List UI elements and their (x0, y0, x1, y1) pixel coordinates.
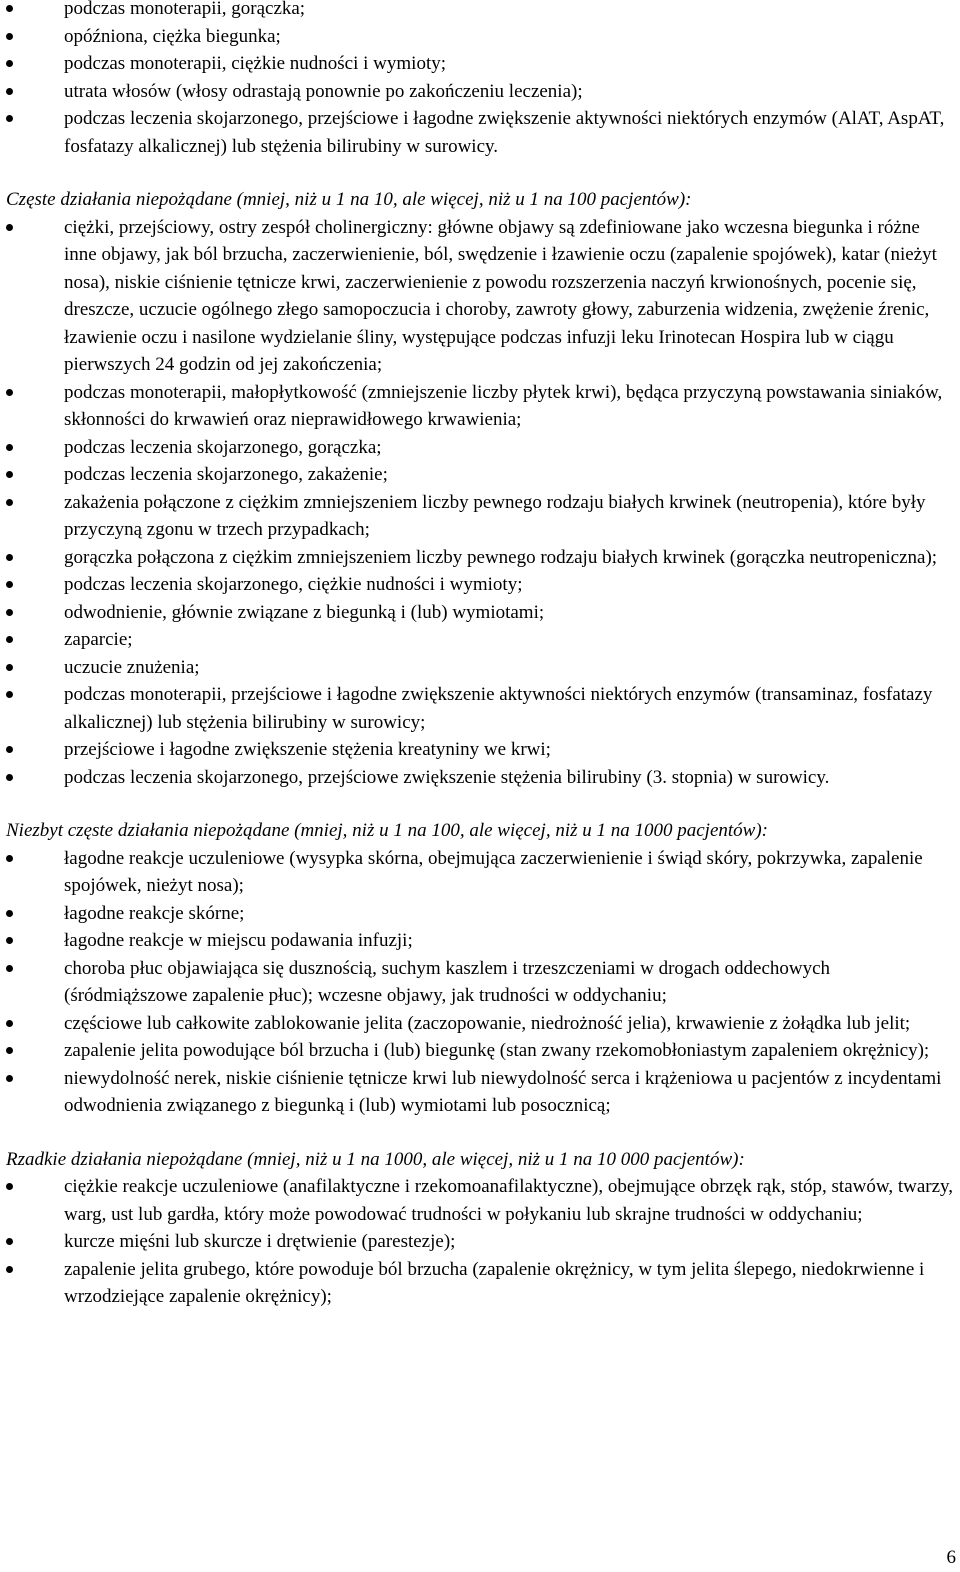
list-item: ciężkie reakcje uczuleniowe (anafilaktyczne i rzekomoanafilaktyczne), obejmujące obrzęk rąk, stóp, stawów, twarzy, warg, ust lub gardła, który może powodować trudności w połykaniu lub skrajne trudności w oddychaniu; (6, 1173, 957, 1228)
bullet-icon (6, 774, 13, 781)
list-item: zapalenie jelita grubego, które powoduje ból brzucha (zapalenie okrężnicy, w tym jelita ślepego, niedokrwienne i wrzodziejące zapalenie okrężnicy); (6, 1256, 957, 1311)
list-item: ciężki, przejściowy, ostry zespół cholinergiczny: główne objawy są zdefiniowane jako wczesna biegunka i różne inne objawy, jak ból brzucha, zaczerwienienie, ból, swędzenie i łzawienie oczu (zapalenie spojówek), katar (nieżyt nosa), niskie ciśnienie tętnicze krwi, zaczerwienienie z powodu rozszerzenia naczyń krwionośnych, pocenie się, dreszcze, uczucie ogólnego złego samopoczucia i choroby, zawroty głowy, zaburzenia widzenia, zwężenie źrenic, łzawienie oczu i nasilone wydzielanie śliny, występujące podczas infuzji leku Irinotecan Hospira lub w ciągu pierwszych 24 godzin od jej zakończenia; (6, 214, 957, 379)
bullet-icon (6, 965, 13, 972)
section-continued-list (6, 0, 957, 160)
list-item: podczas monoterapii, ciężkie nudności i wymioty; (6, 50, 957, 78)
list-item: łagodne reakcje w miejscu podawania infuzji; (6, 927, 957, 955)
list-item: choroba płuc objawiająca się dusznością, suchym kaszlem i trzeszczeniami w drogach oddechowych (śródmiąższowe zapalenie płuc); wczesne objawy, jak trudności w oddychaniu; (6, 955, 957, 1010)
list-item: utrata włosów (włosy odrastają ponownie po zakończeniu leczenia); (6, 78, 957, 106)
bullet-icon (6, 855, 13, 862)
bullet-icon (6, 33, 13, 40)
bullet-icon (6, 389, 13, 396)
section-heading: Niezbyt częste działania niepożądane (mniej, niż u 1 na 100, ale więcej, niż u 1 na 1000 pacjentów): (6, 820, 769, 841)
bullet-icon (6, 664, 13, 671)
bullet-icon (6, 60, 13, 67)
list-item: gorączka połączona z ciężkim zmniejszeniem liczby pewnego rodzaju białych krwinek (gorączka neutropeniczna); (6, 544, 957, 572)
bullet-icon (6, 937, 13, 944)
bullet-icon (6, 1047, 13, 1054)
bullet-list (6, 0, 957, 160)
bullet-icon (6, 499, 13, 506)
bullet-icon (6, 1020, 13, 1027)
section-heading: Rzadkie działania niepożądane (mniej, niż u 1 na 1000, ale więcej, niż u 1 na 10 000 pacjentów): (6, 1148, 745, 1170)
list-item: zaparcie; (6, 626, 957, 654)
bullet-icon (6, 691, 13, 698)
bullet-icon (6, 1238, 13, 1245)
list-item: zapalenie jelita powodujące ból brzucha i (lub) biegunkę (stan zwany rzekomobłoniastym zapaleniem okrężnicy); (6, 1037, 957, 1065)
list-item: częściowe lub całkowite zablokowanie jelita (zaczopowanie, niedrożność jelia), krwawienie z żołądka lub jelit; (6, 1010, 957, 1038)
page-number: 6 (946, 1547, 956, 1568)
list-item: łagodne reakcje uczuleniowe (wysypka skórna, obejmująca zaczerwienienie i świąd skóry, pokrzywka, zapalenie spojówek, nieżyt nosa); (6, 845, 957, 900)
section-uncommon (6, 817, 957, 1120)
bullet-icon (6, 471, 13, 478)
list-item: podczas leczenia skojarzonego, przejściowe zwiększenie stężenia bilirubiny (3. stopnia) w surowicy. (6, 764, 957, 792)
list-item: podczas leczenia skojarzonego, przejściowe i łagodne zwiększenie aktywności niektórych enzymów (AlAT, AspAT, fosfatazy alkalicznej) lub stężenia bilirubiny w surowicy. (6, 105, 957, 160)
bullet-list (6, 845, 957, 1120)
list-item: podczas leczenia skojarzonego, gorączka; (6, 434, 957, 462)
list-item: uczucie znużenia; (6, 654, 957, 682)
bullet-list (6, 214, 957, 792)
list-item: łagodne reakcje skórne; (6, 900, 957, 928)
section-heading: Częste działania niepożądane (mniej, niż u 1 na 10, ale więcej, niż u 1 na 100 pacjentów): (6, 189, 692, 210)
bullet-icon (6, 609, 13, 616)
list-item: podczas monoterapii, małopłytkowość (zmniejszenie liczby płytek krwi), będąca przyczyną powstawania siniaków, skłonności do krwawień oraz nieprawidłowego krwawienia; (6, 379, 957, 434)
bullet-icon (6, 636, 13, 643)
bullet-icon (6, 444, 13, 451)
bullet-list (6, 1173, 957, 1311)
list-item: podczas monoterapii, gorączka; (6, 0, 957, 23)
list-item: odwodnienie, głównie związane z biegunką i (lub) wymiotami; (6, 599, 957, 627)
list-item: podczas leczenia skojarzonego, ciężkie nudności i wymioty; (6, 571, 957, 599)
list-item: kurcze mięśni lub skurcze i drętwienie (parestezje); (6, 1228, 957, 1256)
section-rare (6, 1146, 957, 1311)
bullet-icon (6, 5, 13, 12)
section-common (6, 186, 957, 791)
bullet-icon (6, 1075, 13, 1082)
bullet-icon (6, 115, 13, 122)
bullet-icon (6, 554, 13, 561)
bullet-icon (6, 746, 13, 753)
bullet-icon (6, 88, 13, 95)
list-item: przejściowe i łagodne zwiększenie stężenia kreatyniny we krwi; (6, 736, 957, 764)
list-item: podczas monoterapii, przejściowe i łagodne zwiększenie aktywności niektórych enzymów (transaminaz, fosfatazy alkalicznej) lub stężenia bilirubiny w surowicy; (6, 681, 957, 736)
bullet-icon (6, 910, 13, 917)
list-item: opóźniona, ciężka biegunka; (6, 23, 957, 51)
bullet-icon (6, 1183, 13, 1190)
bullet-icon (6, 581, 13, 588)
list-item: niewydolność nerek, niskie ciśnienie tętnicze krwi lub niewydolność serca i krążeniowa u pacjentów z incydentami odwodnienia związanego z biegunką i (lub) wymiotami lub posocznicą; (6, 1065, 957, 1120)
bullet-icon (6, 1266, 13, 1273)
list-item: zakażenia połączone z ciężkim zmniejszeniem liczby pewnego rodzaju białych krwinek (neutropenia), które były przyczyną zgonu w trzech przypadkach; (6, 489, 957, 544)
bullet-icon (6, 224, 13, 231)
list-item: podczas leczenia skojarzonego, zakażenie; (6, 461, 957, 489)
